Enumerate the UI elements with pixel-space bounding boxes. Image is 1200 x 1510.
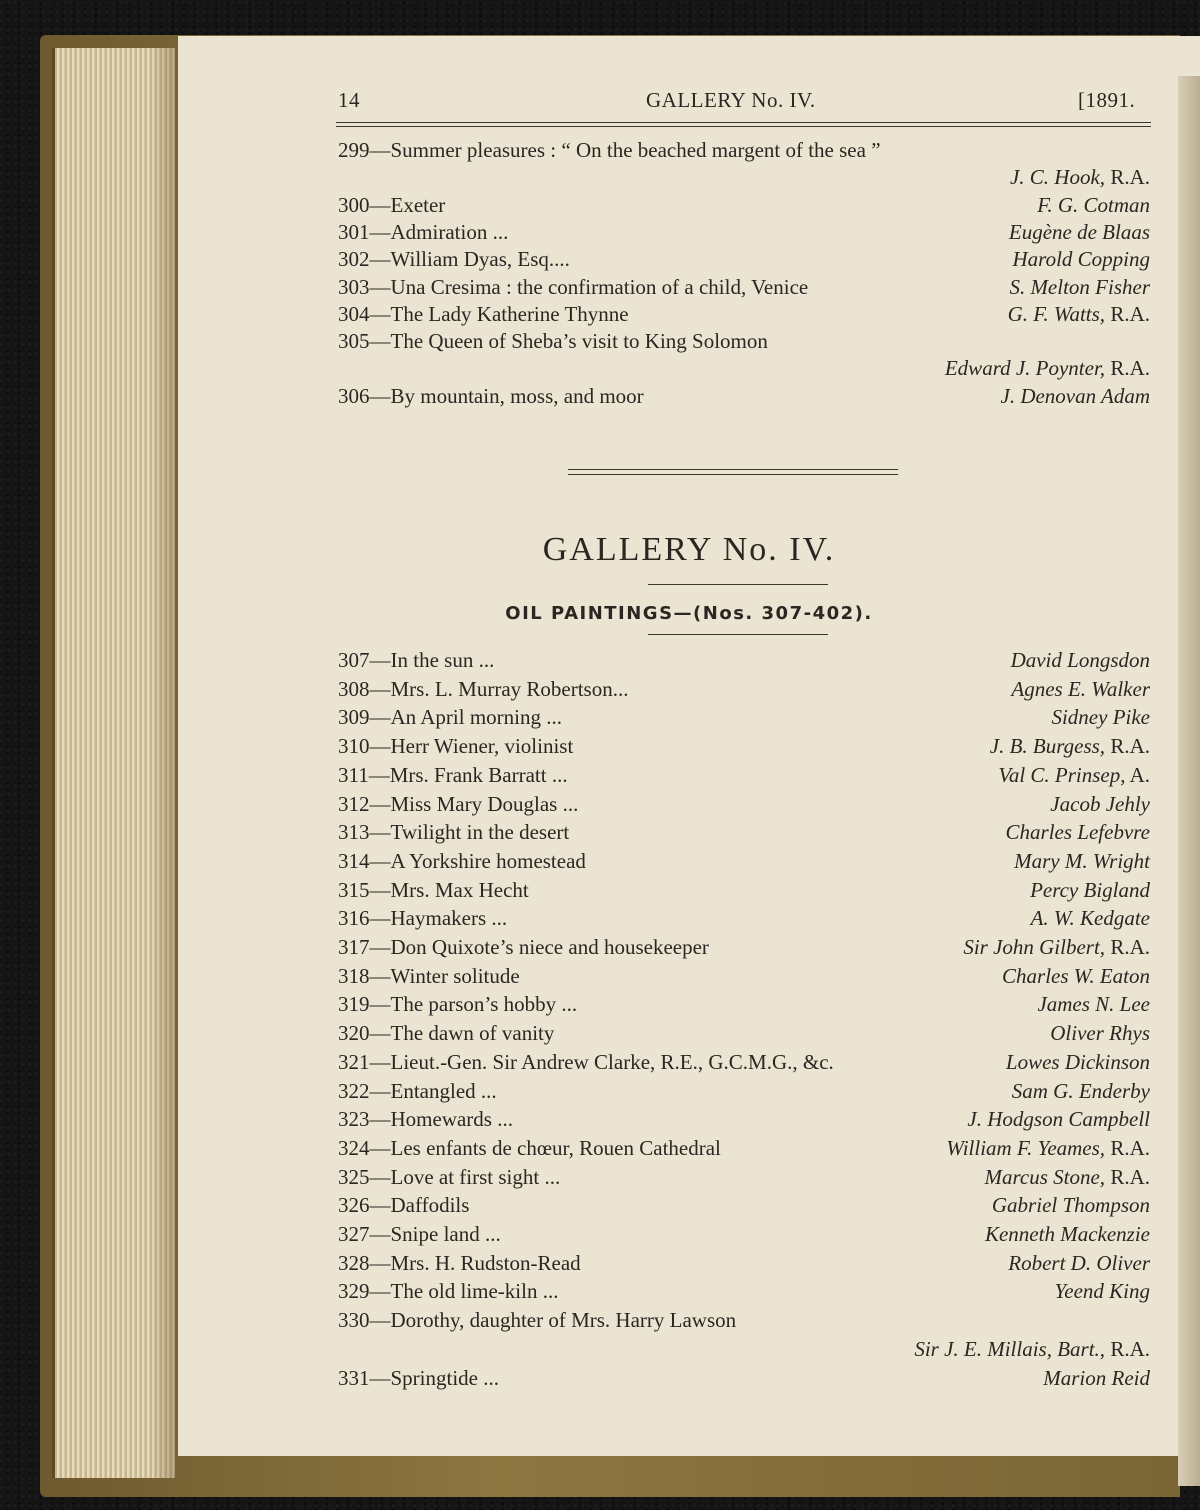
artist-name: Val C. Prinsep, bbox=[998, 762, 1126, 787]
title-rule bbox=[648, 584, 828, 585]
artist-name: J. Hodgson Campbell bbox=[967, 1107, 1150, 1132]
artist-name: J. C. Hook, bbox=[1009, 165, 1106, 190]
catalogue-entry bbox=[178, 734, 1200, 762]
artist-suffix: R.A. bbox=[1105, 935, 1150, 959]
entry-title: 322—Entangled ... bbox=[338, 1078, 497, 1103]
entry-artist bbox=[992, 1193, 1150, 1218]
entry-title: 311—Mrs. Frank Barratt ... bbox=[338, 762, 568, 787]
entry-title: 316—Haymakers ... bbox=[338, 906, 508, 931]
artist-name: Sam G. Enderby bbox=[1011, 1078, 1150, 1103]
entry-title: 323—Homewards ... bbox=[338, 1107, 513, 1132]
entry-artist bbox=[990, 734, 1150, 759]
entry-title: 302—William Dyas, Esq.... bbox=[338, 247, 570, 272]
catalogue-entry bbox=[178, 302, 1200, 330]
catalogue-entry bbox=[178, 763, 1200, 791]
artist-name: J. B. Burgess, bbox=[989, 734, 1106, 759]
catalogue-entry bbox=[178, 165, 1200, 193]
entry-artist bbox=[1050, 1021, 1150, 1046]
artist-name: Oliver Rhys bbox=[1050, 1021, 1150, 1046]
entry-artist bbox=[1009, 220, 1150, 245]
entry-title: 329—The old lime-kiln ... bbox=[338, 1279, 559, 1304]
entry-title: 328—Mrs. H. Rudston-Read bbox=[338, 1250, 581, 1275]
artist-name: Robert D. Oliver bbox=[1008, 1250, 1150, 1275]
entry-artist bbox=[1037, 193, 1150, 218]
artist-name: Percy Bigland bbox=[1030, 877, 1150, 902]
catalogue-entry bbox=[178, 705, 1200, 733]
entry-artist bbox=[1001, 384, 1151, 409]
entry-title: 309—An April morning ... bbox=[338, 705, 562, 730]
entry-title: 308—Mrs. L. Murray Robertson... bbox=[338, 676, 629, 701]
running-year: [1891. bbox=[1078, 88, 1136, 112]
catalogue-entry bbox=[178, 1193, 1200, 1221]
artist-name: A. W. Kedgate bbox=[1030, 906, 1150, 931]
entry-title: 299—Summer pleasures : “ On the beached margent of the sea ” bbox=[338, 138, 881, 162]
artist-suffix: R.A. bbox=[1105, 1164, 1150, 1189]
entry-artist bbox=[963, 935, 1150, 960]
artist-name: James N. Lee bbox=[1037, 992, 1150, 1017]
catalogue-entry bbox=[178, 849, 1200, 877]
catalogue-entry bbox=[178, 138, 1200, 166]
entry-artist bbox=[1037, 992, 1150, 1017]
catalogue-entry bbox=[178, 964, 1200, 992]
entry-artist bbox=[1008, 1251, 1150, 1276]
catalogue-entry bbox=[178, 1021, 1200, 1049]
running-title: GALLERY No. IV. bbox=[646, 88, 816, 112]
entry-artist bbox=[914, 1337, 1150, 1362]
entry-artist bbox=[1014, 849, 1150, 874]
artist-name: Lowes Dickinson bbox=[1005, 1049, 1150, 1074]
gutter-shadow bbox=[150, 48, 180, 1478]
artist-name: S. Melton Fisher bbox=[1009, 274, 1150, 299]
catalogue-entry bbox=[178, 1165, 1200, 1193]
catalogue-entry bbox=[178, 193, 1200, 221]
artist-name: Marion Reid bbox=[1043, 1365, 1150, 1390]
entry-artist bbox=[1055, 1279, 1150, 1304]
entry-title: 301—Admiration ... bbox=[338, 219, 509, 244]
header-rule-2 bbox=[336, 126, 1151, 127]
artist-suffix: R.A. bbox=[1105, 1336, 1150, 1361]
catalogue-entry bbox=[178, 275, 1200, 303]
artist-name: Eugène de Blaas bbox=[1008, 219, 1150, 244]
entry-artist bbox=[1030, 878, 1150, 903]
catalogue-entry bbox=[178, 648, 1200, 676]
entry-artist bbox=[1050, 792, 1150, 817]
entry-artist bbox=[1011, 677, 1150, 702]
catalogue-entry bbox=[178, 1222, 1200, 1250]
catalogue-entry bbox=[178, 1308, 1200, 1336]
catalogue-entry bbox=[178, 820, 1200, 848]
entry-title: 330—Dorothy, daughter of Mrs. Harry Lawson bbox=[338, 1308, 737, 1333]
entry-title: 314—A Yorkshire homestead bbox=[338, 848, 586, 873]
gallery-title: GALLERY No. IV. bbox=[542, 531, 836, 568]
entry-artist bbox=[1006, 820, 1150, 845]
artist-name: Kenneth Mackenzie bbox=[984, 1222, 1150, 1246]
artist-name: Charles Lefebvre bbox=[1005, 820, 1150, 845]
entry-title: 315—Mrs. Max Hecht bbox=[338, 877, 529, 902]
artist-name: Jacob Jehly bbox=[1050, 791, 1150, 816]
entry-title: 324—Les enfants de chœur, Rouen Cathedral bbox=[338, 1135, 721, 1160]
entry-artist bbox=[1011, 648, 1150, 673]
artist-name: G. F. Watts, bbox=[1007, 301, 1106, 326]
catalogue-entry bbox=[178, 329, 1200, 357]
artist-suffix: A. bbox=[1125, 762, 1150, 787]
page-number: 14 bbox=[338, 88, 360, 112]
heading-rule bbox=[648, 634, 828, 635]
artist-name: Charles W. Eaton bbox=[1002, 963, 1150, 988]
catalogue-page bbox=[178, 36, 1200, 1456]
catalogue-entry bbox=[178, 1136, 1200, 1164]
entry-title: 300—Exeter bbox=[338, 192, 446, 217]
artist-name: David Longsdon bbox=[1010, 648, 1150, 672]
section-heading: OIL PAINTINGS—(Nos. 307-402). bbox=[505, 603, 873, 624]
entry-title: 318—Winter solitude bbox=[338, 963, 520, 988]
entry-artist bbox=[1008, 302, 1150, 327]
catalogue-entry bbox=[178, 356, 1200, 384]
artist-name: Marcus Stone, bbox=[984, 1164, 1106, 1189]
catalogue-entry bbox=[178, 792, 1200, 820]
entry-artist bbox=[946, 1136, 1150, 1161]
catalogue-entry bbox=[178, 1107, 1200, 1135]
catalogue-entry bbox=[178, 1337, 1200, 1365]
entry-title: 312—Miss Mary Douglas ... bbox=[338, 791, 579, 816]
entry-title: 306—By mountain, moss, and moor bbox=[338, 383, 644, 408]
artist-name: Agnes E. Walker bbox=[1011, 676, 1150, 701]
artist-name: Harold Copping bbox=[1012, 247, 1150, 272]
entry-title: 326—Daffodils bbox=[338, 1193, 470, 1218]
catalogue-entry bbox=[178, 1366, 1200, 1394]
entry-artist bbox=[1006, 1050, 1150, 1075]
entry-title: 327—Snipe land ... bbox=[338, 1222, 501, 1246]
artist-name: Sidney Pike bbox=[1051, 705, 1150, 730]
artist-name: F. G. Cotman bbox=[1037, 192, 1150, 217]
entry-artist bbox=[985, 1222, 1150, 1247]
catalogue-entry bbox=[178, 384, 1200, 412]
entry-artist bbox=[1051, 705, 1150, 730]
entry-artist bbox=[1043, 1366, 1150, 1391]
entry-title: 313—Twilight in the desert bbox=[338, 820, 570, 845]
entry-artist bbox=[998, 763, 1150, 788]
artist-suffix: R.A. bbox=[1105, 356, 1150, 381]
catalogue-entry bbox=[178, 1050, 1200, 1078]
entry-artist bbox=[945, 356, 1150, 381]
entry-title: 317—Don Quixote’s niece and housekeeper bbox=[338, 935, 709, 959]
entry-title: 325—Love at first sight ... bbox=[338, 1164, 561, 1189]
artist-name: Sir John Gilbert, bbox=[963, 935, 1106, 959]
entry-title: 307—In the sun ... bbox=[338, 648, 495, 672]
entry-title: 331—Springtide ... bbox=[338, 1365, 499, 1390]
catalogue-entry bbox=[178, 220, 1200, 248]
artist-name: William F. Yeames, bbox=[946, 1135, 1106, 1160]
entry-artist bbox=[1013, 247, 1150, 272]
catalogue-entry bbox=[178, 247, 1200, 275]
artist-suffix: R.A. bbox=[1105, 734, 1150, 759]
entry-artist bbox=[1012, 1079, 1150, 1104]
catalogue-entry bbox=[178, 1279, 1200, 1307]
entry-title: 321—Lieut.-Gen. Sir Andrew Clarke, R.E., G.C.M.G., &c. bbox=[338, 1049, 834, 1074]
artist-name: J. Denovan Adam bbox=[1000, 383, 1150, 408]
entry-title: 305—The Queen of Sheba’s visit to King Solomon bbox=[338, 329, 768, 354]
artist-suffix: R.A. bbox=[1105, 1135, 1150, 1160]
catalogue-entry bbox=[178, 992, 1200, 1020]
artist-suffix: R.A. bbox=[1105, 301, 1150, 326]
entry-title: 319—The parson’s hobby ... bbox=[338, 992, 578, 1017]
entry-artist bbox=[1010, 165, 1150, 190]
artist-name: Mary M. Wright bbox=[1014, 848, 1150, 873]
artist-suffix: R.A. bbox=[1105, 165, 1150, 190]
artist-name: Yeend King bbox=[1054, 1279, 1150, 1304]
catalogue-entry bbox=[178, 1251, 1200, 1279]
entry-title: 310—Herr Wiener, violinist bbox=[338, 734, 574, 759]
catalogue-entry bbox=[178, 878, 1200, 906]
catalogue-entry bbox=[178, 1079, 1200, 1107]
artist-name: Edward J. Poynter, bbox=[944, 356, 1106, 381]
entry-artist bbox=[967, 1107, 1150, 1132]
catalogue-entry bbox=[178, 906, 1200, 934]
artist-name: Gabriel Thompson bbox=[991, 1193, 1150, 1218]
header-rule bbox=[336, 122, 1151, 123]
entry-artist bbox=[1002, 964, 1150, 989]
entry-artist bbox=[985, 1165, 1150, 1190]
catalogue-entry bbox=[178, 677, 1200, 705]
catalogue-entry bbox=[178, 935, 1200, 963]
entry-title: 320—The dawn of vanity bbox=[338, 1021, 555, 1046]
entry-artist bbox=[1009, 275, 1150, 300]
entry-title: 304—The Lady Katherine Thynne bbox=[338, 301, 629, 326]
artist-name: Sir J. E. Millais, Bart., bbox=[914, 1336, 1106, 1361]
section-divider bbox=[568, 469, 898, 479]
entry-artist bbox=[1031, 906, 1150, 931]
entry-title: 303—Una Cresima : the confirmation of a child, Venice bbox=[338, 274, 809, 299]
